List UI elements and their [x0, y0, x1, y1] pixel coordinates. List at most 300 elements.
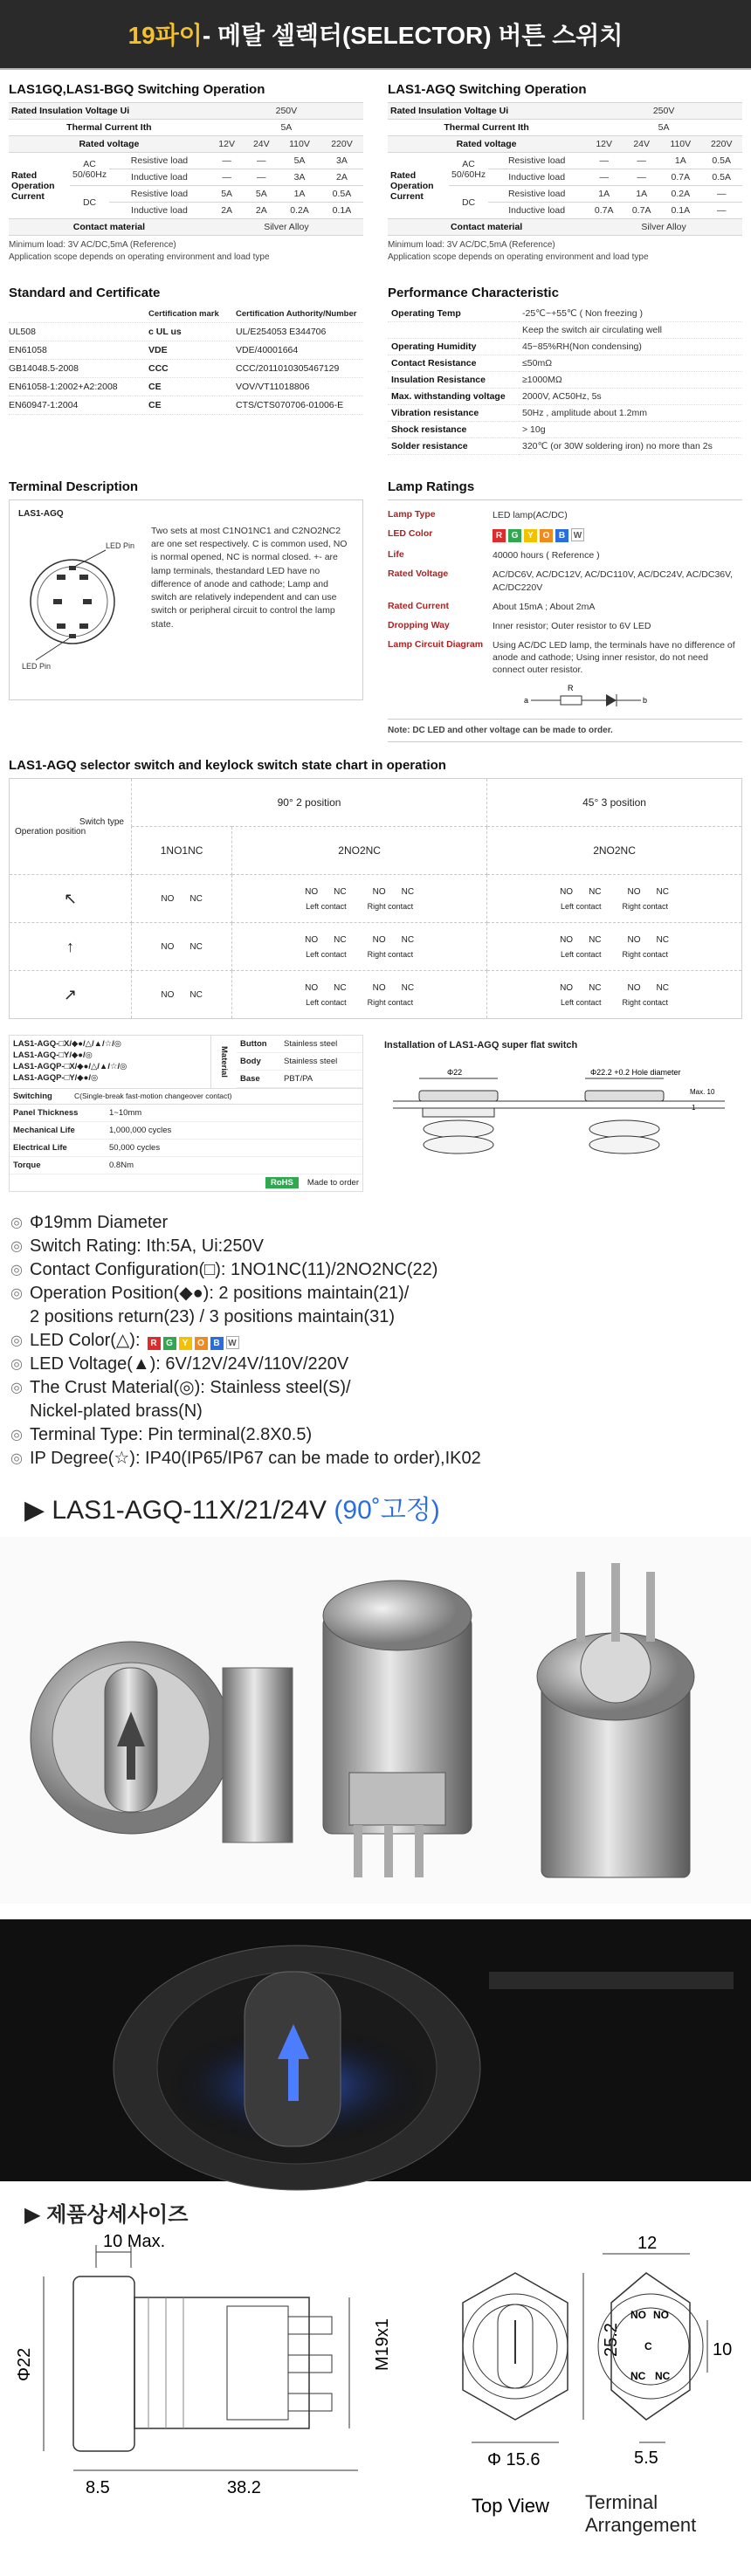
nc-label: NC — [589, 886, 602, 897]
bullet-spacer — [10, 1305, 30, 1329]
bullet-icon: ◎ — [10, 1333, 23, 1349]
lamp-note: Note: DC LED and other voltage can be made to order. — [388, 719, 742, 737]
value: 250V — [585, 103, 742, 120]
state-position-icon: ↗ — [10, 971, 132, 1019]
cell: 0.5A — [700, 153, 742, 169]
label: Thermal Current Ith — [9, 120, 210, 136]
cell: 0.1A — [660, 203, 700, 219]
dim-10: 10 — [713, 2340, 733, 2360]
node-b: b — [643, 695, 648, 705]
contact-labels — [487, 887, 741, 897]
standard-name: UL508 — [9, 327, 36, 337]
dim-382: 38.2 — [227, 2478, 261, 2498]
cell: 0.5A — [320, 186, 363, 203]
switch-type-label: Switch type — [79, 816, 124, 827]
cell: 2A — [320, 169, 363, 186]
lamp-value: LED lamp(AC/DC) — [493, 510, 568, 520]
dim-55: 5.5 — [634, 2449, 658, 2469]
feature-text: The Crust Material(◎): Stainless steel(S)/ — [30, 1378, 351, 1398]
feature-item — [10, 1258, 742, 1282]
value: 250V — [210, 103, 363, 120]
top-view-label: Top View — [472, 2495, 549, 2517]
standard-name: GB14048.5-2008 — [9, 363, 79, 374]
dim-12: 12 — [637, 2234, 658, 2254]
cert-authority: VDE/40001664 — [236, 345, 299, 355]
terminal-figure — [18, 509, 141, 691]
performance-column — [388, 273, 742, 455]
order-material — [237, 1036, 362, 1088]
standard-performance-section — [0, 273, 751, 455]
led-color-chip: W — [226, 1336, 239, 1349]
order-row — [10, 1140, 362, 1157]
lamp-key: Lamp Circuit Diagram — [388, 639, 484, 651]
order-table — [9, 1035, 363, 1192]
model-fixed: (90˚고정) — [334, 1496, 440, 1526]
material-value: Stainless steel — [284, 1057, 338, 1067]
state-cell — [232, 923, 487, 971]
contact-side-labels — [487, 998, 741, 1007]
order-value: 0.8Nm — [109, 1161, 134, 1171]
left-contact-label: Left contact — [306, 901, 347, 911]
no-label: NO — [161, 989, 175, 1000]
cell: 1A — [623, 186, 660, 203]
performance-value: 45~85%RH(Non condensing) — [519, 339, 742, 355]
note-line: Application scope depends on operating environment and load type — [9, 251, 270, 262]
dimension-svg — [9, 2233, 742, 2573]
operation-right — [388, 70, 742, 263]
standard-row — [9, 378, 363, 396]
feature-text: 2 positions return(23) / 3 positions maintain(31) — [30, 1307, 395, 1327]
feature-item — [10, 1400, 742, 1423]
nc-label: NC — [401, 934, 415, 945]
order-section — [0, 1035, 751, 1192]
performance-row — [388, 405, 742, 422]
lamp-diagram-cell — [493, 639, 742, 712]
order-model: LAS1-AGQ-□Y/◆●/◎ — [13, 1050, 93, 1061]
standard-rows — [9, 323, 363, 415]
standard-name: EN61058 — [9, 345, 47, 355]
nc-label: NC — [189, 893, 203, 904]
contact-side-labels — [232, 950, 486, 959]
product-photo-light — [0, 1537, 751, 1904]
feature-text: LED Voltage(▲): 6V/12V/24V/110V/220V — [30, 1354, 349, 1374]
performance-row — [388, 355, 742, 372]
cell: 2A — [210, 203, 245, 219]
order-key: Electrical Life — [13, 1143, 67, 1154]
value: 5A — [585, 120, 742, 136]
state-table — [9, 778, 742, 1019]
performance-value: ≤50mΩ — [519, 355, 742, 372]
order-row — [10, 1122, 362, 1140]
contact-side-labels — [487, 950, 741, 959]
d22-label: Φ22 — [447, 1068, 463, 1078]
led-pin-label: LED Pin — [22, 662, 52, 671]
load-type: Resistive load — [109, 153, 210, 169]
order-model: LAS1-AGQP-□X/◆●/△/▲/☆/◎ — [13, 1061, 127, 1071]
no-label: NO — [560, 934, 574, 945]
performance-key: Vibration resistance — [388, 405, 519, 422]
lamp-value: Inner resistor; Outer resistor to 6V LED — [493, 620, 651, 631]
state-title: LAS1-AGQ selector switch and keylock switch state chart in operation — [9, 758, 446, 774]
nc-label: NC — [656, 934, 669, 945]
node-a: a — [524, 695, 529, 705]
label: Rated voltage — [388, 136, 585, 153]
dim-10max: 10 Max. — [103, 2232, 166, 2252]
no-label: NO — [627, 886, 641, 897]
pos90-header: 90° 2 position — [132, 779, 487, 827]
state-cell — [487, 923, 742, 971]
label: Contact material — [388, 219, 585, 236]
made-to-order: Made to order — [307, 1178, 359, 1188]
label: Rated Operation Current — [388, 153, 449, 219]
performance-row — [388, 306, 742, 322]
state-cell — [487, 971, 742, 1019]
cell: 5A — [244, 186, 279, 203]
label: Rated voltage — [9, 136, 210, 153]
nc-label: NC — [401, 982, 415, 993]
order-model: LAS1-AGQ-□X/◆●/△/▲/☆/◎ — [13, 1039, 122, 1050]
performance-key: Operating Humidity — [388, 339, 519, 355]
state-cell — [487, 875, 742, 923]
value: 5A — [210, 120, 363, 136]
load-type: Resistive load — [488, 153, 585, 169]
panel-max-label: Max. 10 — [690, 1088, 715, 1097]
standard-row — [9, 396, 363, 415]
terminal-text: Two sets at most C1NO1NC1 and C2NO2NC2 are one set respectively. C is common used, NO is normal opened, NC is normal closed. +- are lamp terminals, thestandard LED have no difference of anode and cathode; Lamp and switch are relatively independent and can use switch or peripheral circuit to control the lamp state. — [151, 526, 348, 630]
right-contact-label: Right contact — [367, 949, 414, 959]
material-row — [237, 1036, 362, 1053]
performance-key: Insulation Resistance — [388, 372, 519, 389]
op-left-table — [9, 102, 363, 236]
contact-labels — [487, 983, 741, 993]
left-contact-label: Left contact — [561, 949, 602, 959]
state-corner — [10, 779, 132, 875]
performance-key: Solder resistance — [388, 438, 519, 455]
state-row — [10, 971, 742, 1019]
bullet-icon: ◎ — [10, 1357, 23, 1373]
terminal-nc: NC — [630, 2370, 646, 2383]
cell: 0.7A — [585, 203, 623, 219]
label: AC 50/60Hz — [449, 153, 488, 186]
terminal-c: C — [644, 2340, 652, 2353]
cell: — — [585, 169, 623, 186]
nc-label: NC — [334, 934, 347, 945]
led-color-chip: O — [195, 1337, 208, 1350]
voltage: 220V — [700, 136, 742, 153]
performance-table — [388, 306, 742, 455]
cell: — — [244, 153, 279, 169]
terminal-title: Terminal Description — [9, 479, 139, 494]
lamp-box — [388, 499, 742, 742]
cell: 3A — [279, 169, 320, 186]
operation-left — [9, 70, 363, 263]
switching-value: C(Single-break fast-motion changeover contact) — [74, 1092, 232, 1101]
material-row — [237, 1053, 362, 1071]
performance-value: 50Hz , amplitude about 1.2mm — [519, 405, 742, 422]
voltage: 24V — [244, 136, 279, 153]
cell: 5A — [210, 186, 245, 203]
value: Silver Alloy — [210, 219, 363, 236]
cell: 0.2A — [660, 186, 700, 203]
lamp-value: AC/DC6V, AC/DC12V, AC/DC110V, AC/DC24V, AC/DC36V, AC/DC220V — [493, 569, 734, 593]
cell: — — [210, 153, 245, 169]
nc-label: NC — [401, 886, 415, 897]
cert-authority: VOV/VT11018806 — [236, 382, 310, 392]
label: Rated Insulation Voltage Ui — [9, 103, 210, 120]
lamp-value: About 15mA ; About 2mA — [493, 601, 596, 612]
bullet-icon: ◎ — [10, 1381, 23, 1396]
hole-label: Φ22.2 +0.2 Hole diameter — [590, 1068, 681, 1078]
dimension-drawing — [0, 2233, 751, 2576]
led-color-chip: O — [540, 529, 553, 542]
standard-row — [9, 341, 363, 360]
led-color-chips — [148, 1329, 242, 1353]
feature-item — [10, 1235, 742, 1258]
no-label: NO — [161, 893, 175, 904]
state-position-icon: ↖ — [10, 875, 132, 923]
state-chart-section — [0, 758, 751, 1019]
performance-key: Operating Temp — [388, 306, 519, 322]
performance-row — [388, 322, 742, 339]
material-row — [237, 1071, 362, 1088]
bullet-icon: ◎ — [10, 1451, 23, 1467]
lamp-title: Lamp Ratings — [388, 479, 475, 494]
feature-item — [10, 1211, 742, 1235]
led-color-chip: R — [493, 529, 506, 542]
nc-label: NC — [656, 982, 669, 993]
dims-title: ▶ 제품상세사이즈 — [24, 2203, 189, 2228]
order-key: Mechanical Life — [13, 1126, 75, 1136]
left-contact-label: Left contact — [561, 901, 602, 911]
state-cell — [132, 923, 232, 971]
voltage: 110V — [279, 136, 320, 153]
lamp-key: Life — [388, 549, 404, 561]
cert-mark: VDE — [148, 345, 168, 355]
no-label: NO — [305, 886, 319, 897]
material-key: Body — [240, 1057, 261, 1067]
material-label: Material — [210, 1036, 237, 1088]
terminal-diagram — [18, 519, 141, 685]
bullet-icon: ◎ — [10, 1286, 23, 1302]
no-label: NO — [305, 934, 319, 945]
label: Rated Operation Current — [9, 153, 70, 219]
performance-value: > 10g — [519, 422, 742, 438]
resistor-label: R — [568, 683, 574, 692]
right-contact-label: Right contact — [367, 901, 414, 911]
state-row — [10, 875, 742, 923]
header-mark: Certification mark — [148, 309, 219, 319]
nc-label: NC — [334, 982, 347, 993]
standard-header — [9, 306, 363, 323]
right-contact-label: Right contact — [622, 901, 669, 911]
header-auth: Certification Authority/Number — [236, 309, 357, 319]
operation-section — [0, 70, 751, 263]
feature-item — [10, 1282, 742, 1305]
performance-value: -25℃~+55℃ ( Non freezing ) — [519, 306, 742, 322]
cell: — — [623, 153, 660, 169]
op-right-table — [388, 102, 742, 236]
install-diagram — [384, 1059, 734, 1173]
feature-item — [10, 1353, 742, 1376]
lamp-column — [388, 467, 742, 742]
order-rows — [10, 1105, 362, 1174]
cell: 0.5A — [700, 169, 742, 186]
terminal-arrangement-label: Terminal Arrangement — [585, 2491, 697, 2537]
voltage: 220V — [320, 136, 363, 153]
feature-list — [0, 1192, 751, 1471]
order-row — [10, 1157, 362, 1174]
model-title — [0, 1471, 751, 1526]
dim-d22: Φ22 — [15, 2348, 34, 2382]
state-position-icon: ↑ — [10, 923, 132, 971]
cell: — — [623, 169, 660, 186]
order-key: Panel Thickness — [13, 1108, 79, 1119]
standard-title: Standard and Certificate — [9, 286, 161, 300]
col-2no2nc: 2NO2NC — [487, 827, 742, 875]
pos45-header: 45° 3 position — [487, 779, 742, 827]
contact-side-labels — [487, 902, 741, 911]
op-right-title: LAS1-AGQ Switching Operation — [388, 82, 587, 97]
rohs-badge: RoHS — [265, 1177, 299, 1188]
contact-labels — [232, 887, 486, 897]
model-name: LAS1-AGQ-11X/21/24V — [52, 1496, 327, 1526]
panel-min-label: 1 — [692, 1104, 696, 1112]
state-cell — [232, 971, 487, 1019]
no-label: NO — [627, 934, 641, 945]
feature-item — [10, 1447, 742, 1471]
voltage: 12V — [585, 136, 623, 153]
feature-text: LED Color(△): — [30, 1331, 141, 1351]
feature-text: Contact Configuration(□): 1NO1NC(11)/2NO2NC(22) — [30, 1260, 438, 1280]
no-label: NO — [161, 941, 175, 952]
material-key: Base — [240, 1074, 260, 1085]
terminal-model: LAS1-AGQ — [18, 509, 64, 519]
bullet-icon: ◎ — [10, 1428, 23, 1443]
load-type: Inductive load — [488, 203, 585, 219]
led-color-chip: R — [148, 1337, 161, 1350]
standard-row — [9, 323, 363, 341]
dim-85: 8.5 — [86, 2478, 110, 2498]
standard-name: EN61058-1:2002+A2:2008 — [9, 382, 118, 392]
performance-row — [388, 438, 742, 455]
label: Rated Insulation Voltage Ui — [388, 103, 585, 120]
no-label: NO — [305, 982, 319, 993]
lamp-circuit-diagram — [493, 677, 667, 708]
cell: — — [244, 169, 279, 186]
bullet-icon: ◎ — [10, 1263, 23, 1278]
cell: 2A — [244, 203, 279, 219]
cell: 0.7A — [660, 169, 700, 186]
cell: 1A — [279, 186, 320, 203]
install-title: Installation of LAS1-AGQ super flat switch — [384, 1040, 578, 1051]
contact-labels — [132, 990, 231, 1000]
led-color-chips — [493, 528, 742, 542]
terminal-lamp-section — [0, 467, 751, 742]
led-color-chip: B — [555, 529, 568, 542]
led-color-chip: B — [210, 1337, 224, 1350]
label: DC — [449, 186, 488, 219]
cert-mark: c UL us — [148, 327, 182, 337]
col-2no2nc: 2NO2NC — [232, 827, 487, 875]
label: Contact material — [9, 219, 210, 236]
order-value: 1,000,000 cycles — [109, 1126, 172, 1136]
state-cell — [132, 875, 232, 923]
cert-authority: CCC/2011010305467129 — [236, 363, 340, 374]
dim-m19: M19x1 — [373, 2318, 392, 2372]
state-row — [10, 923, 742, 971]
order-value: 50,000 cycles — [109, 1143, 161, 1154]
load-type: Inductive load — [488, 169, 585, 186]
product-photo-illustration — [0, 1537, 751, 1904]
feature-item — [10, 1376, 742, 1400]
cell: 3A — [320, 153, 363, 169]
lamp-key: LED Color — [388, 528, 433, 540]
left-contact-label: Left contact — [561, 997, 602, 1007]
load-type: Resistive load — [488, 186, 585, 203]
nc-label: NC — [189, 941, 203, 952]
contact-labels — [487, 935, 741, 945]
dim-252: 25.2 — [602, 2323, 621, 2358]
no-label: NO — [560, 886, 574, 897]
lamp-key: Lamp Type — [388, 509, 436, 520]
order-model: LAS1-AGQP-□Y/◆●/◎ — [13, 1072, 99, 1083]
label: Thermal Current Ith — [388, 120, 585, 136]
no-label: NO — [372, 982, 386, 993]
terminal-no: NO — [653, 2309, 669, 2322]
led-pin-label: LED Pin — [106, 541, 135, 550]
performance-row — [388, 389, 742, 405]
col-1no1nc: 1NO1NC — [132, 827, 232, 875]
load-type: Inductive load — [109, 169, 210, 186]
right-contact-label: Right contact — [622, 949, 669, 959]
no-label: NO — [560, 982, 574, 993]
material-key: Button — [240, 1039, 267, 1050]
cell: 1A — [660, 153, 700, 169]
contact-labels — [232, 935, 486, 945]
install-panel — [376, 1035, 742, 1192]
op-position-label: Operation position — [15, 826, 86, 837]
performance-row — [388, 339, 742, 355]
order-row — [10, 1105, 362, 1122]
cell: 5A — [279, 153, 320, 169]
performance-row — [388, 422, 742, 438]
performance-value: Keep the switch air circulating well — [519, 322, 742, 339]
performance-key: Contact Resistance — [388, 355, 519, 372]
no-label: NO — [372, 934, 386, 945]
order-models — [10, 1036, 210, 1088]
cell: — — [700, 186, 742, 203]
standard-name: EN60947-1:2004 — [9, 400, 79, 410]
feature-item — [10, 1305, 742, 1329]
contact-labels — [132, 894, 231, 904]
nc-label: NC — [334, 886, 347, 897]
performance-value: ≥1000MΩ — [519, 372, 742, 389]
voltage: 12V — [210, 136, 245, 153]
voltage: 24V — [623, 136, 660, 153]
performance-row — [388, 372, 742, 389]
terminal-box — [9, 499, 363, 700]
product-photo-dark — [0, 1919, 751, 2181]
feature-text: Nickel-plated brass(N) — [30, 1402, 203, 1422]
note-line: Application scope depends on operating environment and load type — [388, 251, 649, 262]
cell: 1A — [585, 186, 623, 203]
cert-mark: CE — [148, 400, 162, 410]
led-color-chip: Y — [179, 1337, 192, 1350]
contact-labels — [232, 983, 486, 993]
note-line: Minimum load: 3V AC/DC,5mA (Reference) — [388, 240, 555, 250]
performance-key — [388, 322, 519, 339]
standard-row — [9, 360, 363, 378]
